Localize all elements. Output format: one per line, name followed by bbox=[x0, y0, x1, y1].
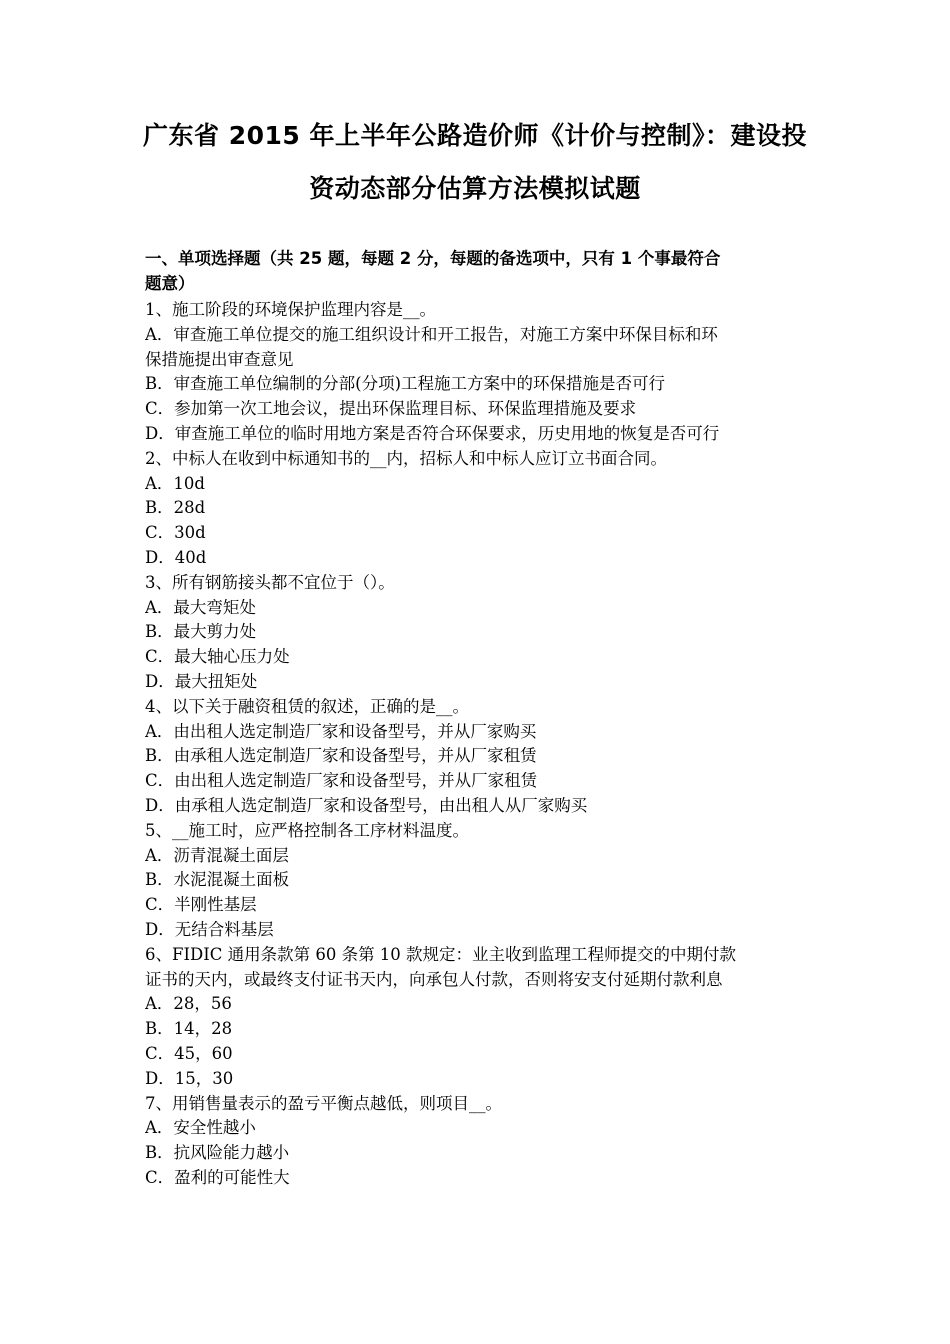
answer-option: B．28d bbox=[145, 498, 206, 518]
answer-option: C．最大轴心压力处 bbox=[145, 647, 290, 667]
question-stem: 6、FIDIC 通用条款第 60 条第 10 款规定：业主收到监理工程师提交的中期付款 bbox=[145, 944, 737, 964]
document-title-line-1: 广东省 2015 年上半年公路造价师《计价与控制》：建设投 bbox=[143, 121, 807, 150]
answer-option: A．沥青混凝土面层 bbox=[145, 845, 289, 865]
answer-option: D．最大扭矩处 bbox=[145, 671, 258, 691]
answer-option: D．审查施工单位的临时用地方案是否符合环保要求，历史用地的恢复是否可行 bbox=[145, 423, 720, 443]
answer-option: D．40d bbox=[145, 547, 207, 567]
answer-option: A．10d bbox=[145, 473, 205, 493]
section-heading bbox=[145, 246, 810, 296]
answer-option: A．安全性越小 bbox=[145, 1118, 256, 1138]
answer-option: C．30d bbox=[145, 523, 206, 543]
answer-option: A．28，56 bbox=[145, 994, 232, 1014]
answer-option: B．最大剪力处 bbox=[145, 622, 257, 642]
answer-option: D．无结合料基层 bbox=[145, 919, 274, 939]
answer-option: C．由出租人选定制造厂家和设备型号，并从厂家租赁 bbox=[145, 771, 538, 791]
question-stem: 7、用销售量表示的盈亏平衡点越低，则项目__。 bbox=[145, 1093, 502, 1113]
question-list bbox=[145, 298, 813, 1191]
document-title-line-2: 资动态部分估算方法模拟试题 bbox=[309, 174, 641, 203]
answer-option: B．抗风险能力越小 bbox=[145, 1143, 290, 1163]
question-stem: 4、以下关于融资租赁的叙述，正确的是__。 bbox=[145, 696, 469, 716]
section-heading-line-1: 一、单项选择题（共 25 题，每题 2 分，每题的备选项中，只有 1 个事最符合 bbox=[145, 249, 721, 268]
answer-option: D．由承租人选定制造厂家和设备型号，由出租人从厂家购买 bbox=[145, 795, 588, 815]
answer-option: A．审查施工单位提交的施工组织设计和开工报告，对施工方案中环保目标和环 bbox=[145, 324, 718, 344]
question-stem: 3、所有钢筋接头都不宜位于（）。 bbox=[145, 572, 395, 592]
text-line: 证书的天内，或最终支付证书天内，向承包人付款，否则将安支付延期付款利息 bbox=[145, 969, 723, 989]
answer-option: C．参加第一次工地会议，提出环保监理目标、环保监理措施及要求 bbox=[145, 399, 637, 419]
answer-option: C．45，60 bbox=[145, 1043, 233, 1063]
answer-option: B．审查施工单位编制的分部(分项)工程施工方案中的环保措施是否可行 bbox=[145, 374, 665, 394]
answer-option: C．半刚性基层 bbox=[145, 895, 257, 915]
answer-option: B．水泥混凝土面板 bbox=[145, 870, 290, 890]
text-line: 保措施提出审查意见 bbox=[145, 349, 294, 369]
answer-option: A．由出租人选定制造厂家和设备型号，并从厂家购买 bbox=[145, 721, 537, 741]
section-heading-line-2: 题意） bbox=[145, 274, 195, 293]
answer-option: B．由承租人选定制造厂家和设备型号，并从厂家租赁 bbox=[145, 746, 537, 766]
answer-option: A．最大弯矩处 bbox=[145, 597, 256, 617]
answer-option: B．14，28 bbox=[145, 1019, 233, 1039]
question-stem: 1、施工阶段的环境保护监理内容是__。 bbox=[145, 300, 436, 319]
question-stem: 5、__施工时，应严格控制各工序材料温度。 bbox=[145, 820, 469, 840]
question-stem: 2、中标人在收到中标通知书的__内，招标人和中标人应订立书面合同。 bbox=[145, 448, 667, 468]
answer-option: C．盈利的可能性大 bbox=[145, 1167, 290, 1187]
answer-option: D．15，30 bbox=[145, 1068, 234, 1088]
